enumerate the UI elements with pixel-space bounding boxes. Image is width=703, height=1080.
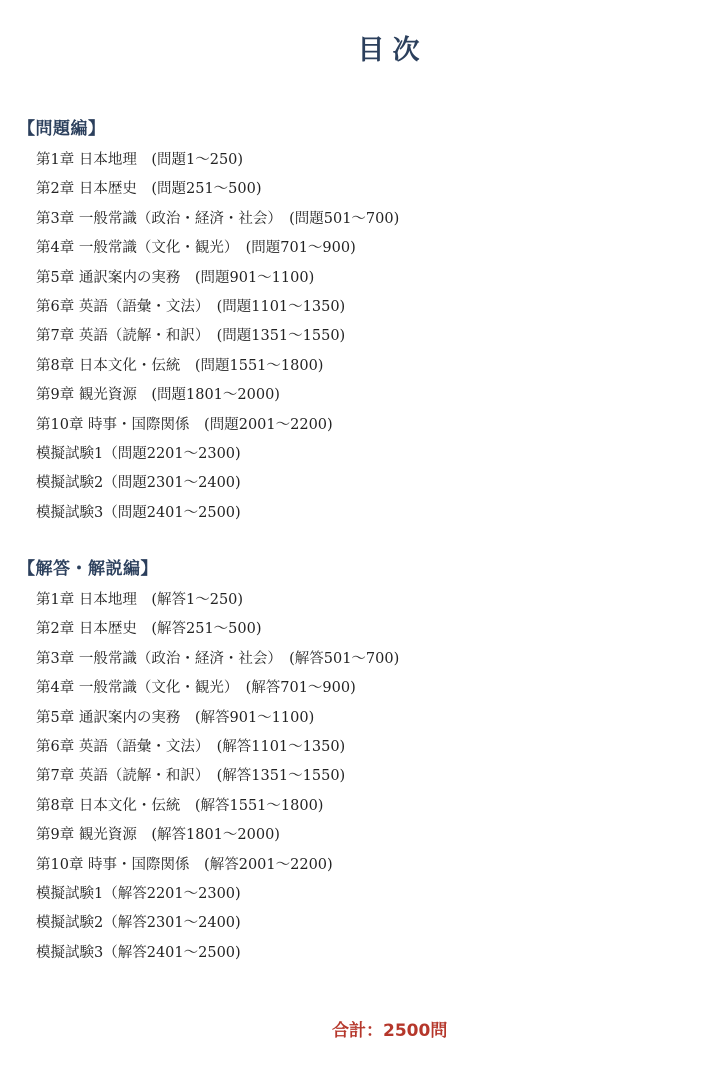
toc-item: 第7章 英語（読解・和訳） (解答1351〜1550) bbox=[36, 768, 346, 785]
total-count: 合計：2500問 bbox=[332, 1021, 448, 1041]
toc-item: 第8章 日本文化・伝統 (解答1551〜1800) bbox=[36, 797, 324, 814]
toc-item: 第4章 一般常識（文化・観光） (解答701〜900) bbox=[36, 680, 356, 697]
toc-item: 第9章 観光資源 (問題1801〜2000) bbox=[36, 387, 280, 404]
section-answers bbox=[0, 556, 703, 968]
toc-item: 模擬試験1（解答2201〜2300) bbox=[36, 885, 241, 902]
toc-item: 第5章 通訳案内の実務 (問題901〜1100) bbox=[36, 269, 315, 286]
toc-list-answers bbox=[0, 586, 703, 968]
section-questions bbox=[0, 116, 703, 528]
section-heading-answers: 【解答・解説編】 bbox=[18, 559, 158, 579]
toc-item: 模擬試験3（解答2401〜2500) bbox=[36, 944, 241, 961]
toc-item: 第6章 英語（語彙・文法） (解答1101〜1350) bbox=[36, 738, 346, 755]
toc-item: 模擬試験2（解答2301〜2400) bbox=[36, 915, 241, 932]
toc-item: 第8章 日本文化・伝統 (問題1551〜1800) bbox=[36, 357, 324, 374]
toc-item: 第3章 一般常識（政治・経済・社会） (解答501〜700) bbox=[36, 650, 400, 667]
toc-item: 第6章 英語（語彙・文法） (問題1101〜1350) bbox=[36, 298, 346, 315]
toc-item: 模擬試験3（問題2401〜2500) bbox=[36, 504, 241, 521]
section-heading-questions: 【問題編】 bbox=[18, 119, 106, 139]
toc-item: 第7章 英語（読解・和訳） (問題1351〜1550) bbox=[36, 328, 346, 345]
page-title: 目次 bbox=[357, 35, 428, 66]
toc-item: 第10章 時事・国際関係 (問題2001〜2200) bbox=[36, 416, 333, 433]
toc-item: 第2章 日本歴史 (解答251〜500) bbox=[36, 621, 262, 638]
toc-item: 第9章 観光資源 (解答1801〜2000) bbox=[36, 827, 280, 844]
toc-item: 第5章 通訳案内の実務 (解答901〜1100) bbox=[36, 709, 315, 726]
toc-item: 第10章 時事・国際関係 (解答2001〜2200) bbox=[36, 856, 333, 873]
toc-item: 第4章 一般常識（文化・観光） (問題701〜900) bbox=[36, 240, 356, 257]
toc-item: 模擬試験2（問題2301〜2400) bbox=[36, 475, 241, 492]
toc-item: 第1章 日本地理 (問題1〜250) bbox=[36, 152, 244, 168]
toc-item: 模擬試験1（問題2201〜2300) bbox=[36, 445, 241, 462]
toc-item: 第2章 日本歴史 (問題251〜500) bbox=[36, 181, 262, 198]
toc-list-questions bbox=[0, 146, 703, 528]
toc-item: 第1章 日本地理 (解答1〜250) bbox=[36, 592, 244, 608]
toc-item: 第3章 一般常識（政治・経済・社会） (問題501〜700) bbox=[36, 210, 400, 227]
